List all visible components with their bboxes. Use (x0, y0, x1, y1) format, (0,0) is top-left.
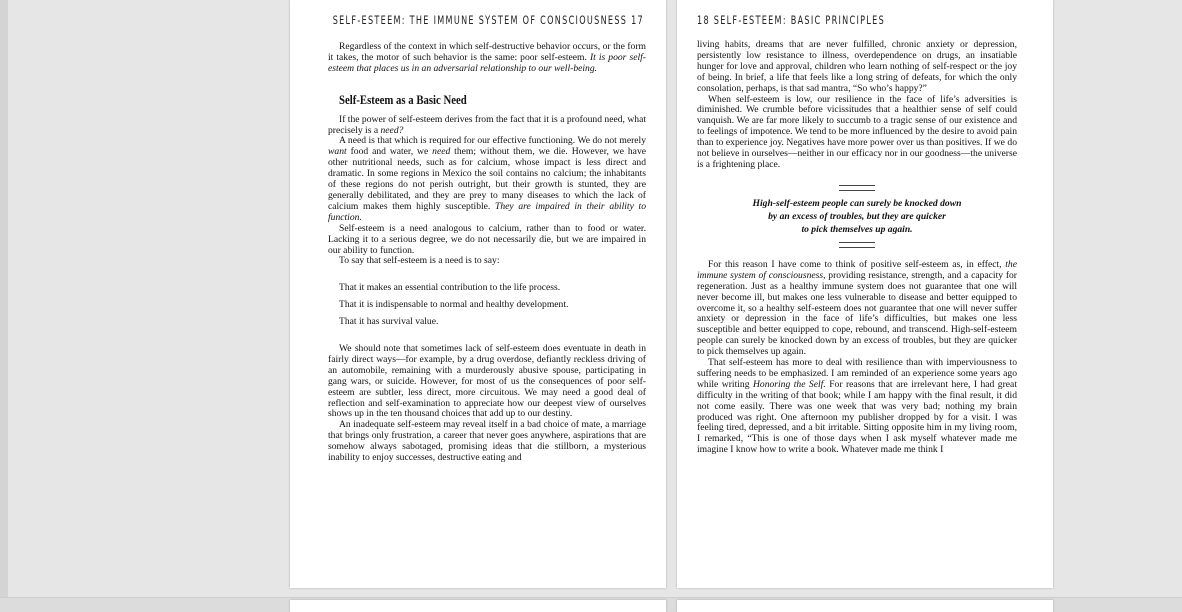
pull-quote (697, 185, 1017, 248)
page-19-top (290, 600, 666, 612)
page-18 (677, 0, 1053, 588)
list-item: That it has survival value. (339, 316, 439, 328)
section-heading: Self-Esteem as a Basic Need (339, 92, 467, 107)
paragraph: An inadequate self-esteem may reveal itself in a bad choice of mate, a marriage that brings only frustration, a career that never goes anywhere, aspirations that are somehow always sabotaged, promising ideas that die stillborn, a mysterious inability to enjoy successes, destructive eating and (328, 419, 646, 464)
page-20-top (677, 600, 1053, 612)
paragraph: That self-esteem has more to deal with resilience than with imperviousness to suffering needs to be emphasized. I am reminded of an experience some years ago while writing Honoring the Self. For reasons that are irrelevant here, I had great difficulty in the writing of that book; while I am happy with the final result, it did not come easily. There was one week that was very bad; nothing my brain produced was right. One afternoon my publisher dropped by for a visit. I was feeling tired, depressed, and a bit irritable. Sitting opposite him in my living room, I remarked, “This is one of those days when I ask myself whatever made me imagine I know how to write a book. Whatever made me think I (697, 357, 1017, 456)
page-17 (290, 0, 666, 588)
page-body (328, 42, 646, 464)
page-body (697, 40, 1017, 456)
pull-quote-rule-bottom (839, 242, 875, 248)
paragraph: Self-esteem is a need analogous to calcium, rather than to food or water. Lacking it to a serious degree, we do not necessarily die, but we are impaired in our ability to function. (328, 222, 646, 256)
paragraph: To say that self-esteem is a need is to say: (339, 255, 500, 267)
paragraph: When self-esteem is low, our resilience in the face of life’s adversities is diminished. We crumble before vicissitudes that a healthier sense of self could vanquish. We are far more likely to succumb to a tragic sense of our existence and to feelings of impotence. We tend to be more influenced by the desire to avoid pain than to experience joy. Negatives have more power over us than positives. If we do not believe in ourselves—neither in our efficacy nor in our goodness—the universe is a frightening place. (697, 93, 1017, 170)
paragraph: For this reason I have come to think of positive self-esteem as, in effect, the immune system of consciousness, providing resistance, strength, and a capacity for regeneration. Just as a healthy immune system does not guarantee that one will never become ill, but makes one less vulnerable to disease and better equipped to overcome it, so a healthy self-esteem does not guarantee that one will never suffer anxiety or depression in the face of life’s difficulties, but makes one less susceptible and better equipped to cope, rebound, and transcend. High-self-esteem people can surely be knocked down by an excess of troubles, but they are quicker to pick themselves up again. (697, 258, 1018, 358)
list-item: That it makes an essential contribution to the life process. (339, 282, 561, 294)
running-head: SELF-ESTEEM: THE IMMUNE SYSTEM OF CONSCIOUSNESS 17 (332, 15, 644, 28)
viewer-left-edge (0, 0, 8, 605)
need-list (328, 283, 646, 328)
paragraph: If the power of self-esteem derives from the fact that it is a profound need, what precisely is a need? (328, 113, 646, 136)
pull-quote-line: by an excess of troubles, but they are quicker (768, 210, 946, 222)
paragraph: Regardless of the context in which self-destructive behavior occurs, or the form it takes, the motor of such behavior is the same: poor self-esteem. It is poor self-esteem that places us in an adversarial relationship to our well-being. (328, 41, 646, 74)
paragraph: We should note that sometimes lack of self-esteem does eventuate in death in fairly direct ways—for example, by a drug overdose, defiantly reckless driving of an automobile, remaining with a murderously abusive spouse, participating in gang wars, or suicide. However, for most of us the consequences of poor self-esteem are subtler, less direct, more circuitous. We may need a good deal of reflection and self-examination to appreciate how our deepest view of ourselves shows up in the ten thousand choices that add up to our destiny. (328, 343, 646, 420)
pull-quote-line: High-self-esteem people can surely be knocked down (752, 197, 962, 209)
paragraph: A need is that which is required for our effective functioning. We do not merely want food and water, we need them; without them, we die. However, we have other nutritional needs, such as for calcium, whose impact is less direct and dramatic. In some regions in Mexico the soil contains no calcium; the inhabitants of these regions do not perish outright, but their growth is stunted, they are generally debilitated, and they are prey to many diseases to which the lack of calcium makes them highly susceptible. They are impaired in their ability to function. (328, 135, 647, 223)
list-item: That it is indispensable to normal and healthy development. (339, 299, 569, 311)
pull-quote-rule-top (839, 185, 875, 191)
running-head: 18 SELF-ESTEEM: BASIC PRINCIPLES (697, 15, 886, 28)
pull-quote-line: to pick themselves up again. (801, 223, 913, 235)
paragraph: living habits, dreams that are never fulfilled, chronic anxiety or depression, persistently low resistance to illness, overdependence on drugs, an insatiable hunger for love and approval, children who learn nothing of self-respect or the joy of being. In brief, a life that feels like a long string of defeats, for which the only consolation, perhaps, is that sad mantra, “So who’s happy?” (697, 39, 1017, 94)
